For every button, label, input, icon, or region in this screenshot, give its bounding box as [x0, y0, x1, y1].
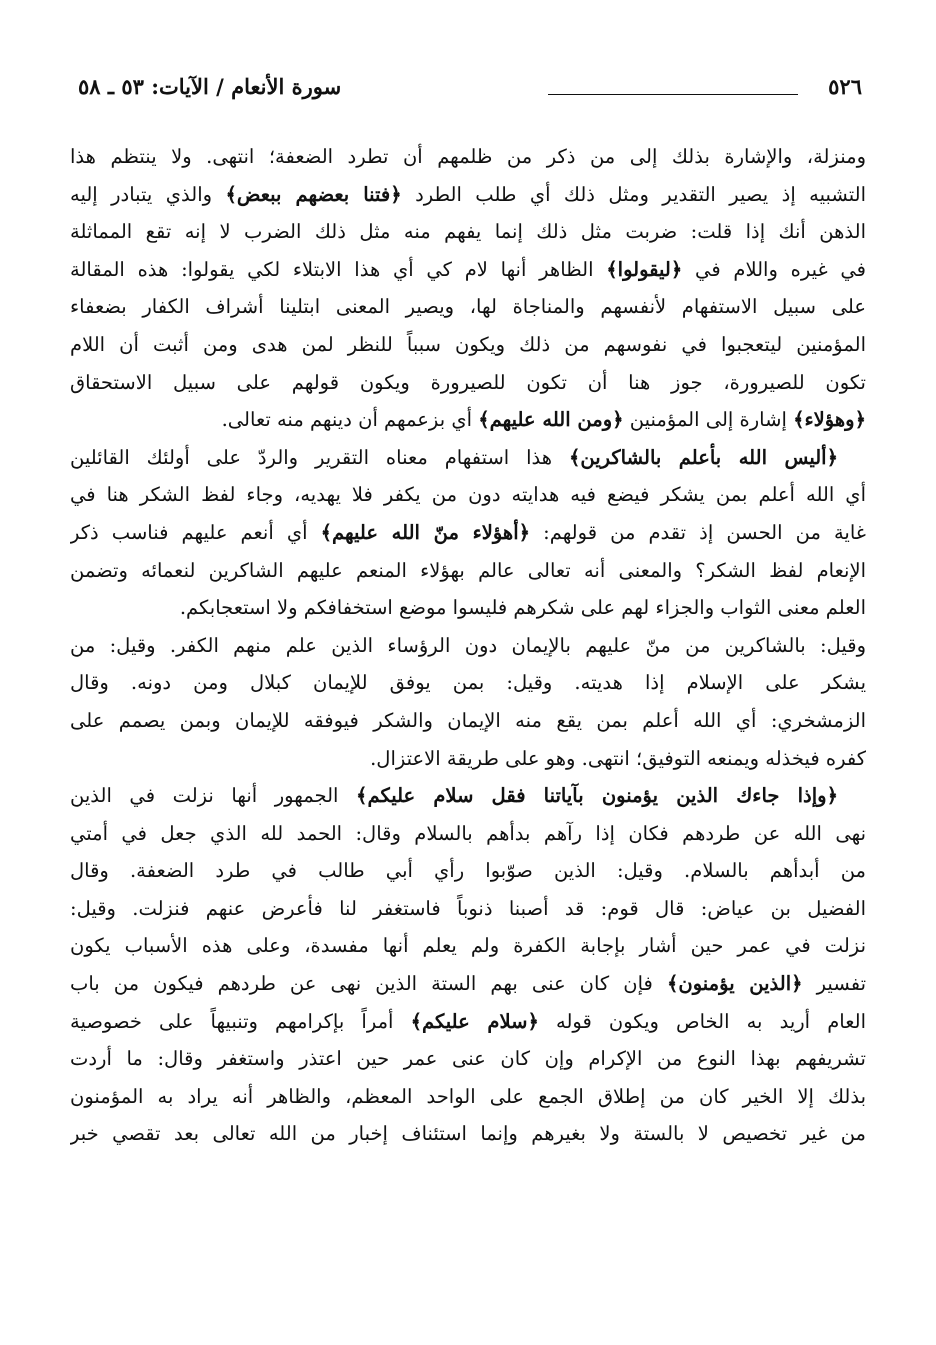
text-segment: التشبيه إذ يصير التقدير ومثل ذلك أي طلب الطرد	[401, 182, 866, 206]
text-segment: الفضيل بن عياض: قال قوم: قد أصبنا ذنوباً فاستغفر لنا فأعرض عنهم فنزلت. وقيل:	[70, 896, 866, 920]
text-line	[70, 439, 866, 477]
quran-quote: ﴿وإذا جاءك الذين يؤمنون بآياتنا فقل سلام عليكم﴾	[356, 784, 838, 808]
text-segment: وقيل: بالشاكرين من منّ عليهم بالإيمان دون الرؤساء الذين علم منهم الكفر. وقيل: من	[70, 633, 866, 657]
text-segment: نزلت في عمر حين أشار بإجابة الكفرة ولم يعلم أنها مفسدة، وعلى هذه الأسباب يكون	[70, 934, 866, 958]
text-line	[70, 852, 866, 890]
quran-quote: ﴿الذين يؤمنون﴾	[666, 972, 803, 996]
quran-quote: ﴿أهؤلاء منّ الله عليهم﴾	[320, 520, 531, 544]
text-segment: المؤمنين ليتعجبوا في نفوسهم من ذلك ويكون سبباً للنظر لمن هدى ومن أثبت أن اللام	[70, 332, 866, 356]
text-segment: العام أريد به الخاص ويكون قوله	[538, 1009, 866, 1033]
text-line	[70, 1040, 866, 1078]
page-header	[78, 72, 862, 106]
text-line	[70, 138, 866, 176]
text-line	[70, 927, 866, 965]
quran-quote: ﴿ليقولوا﴾	[606, 257, 683, 281]
body-text	[70, 138, 866, 1153]
text-segment: هذا استفهام معناه التقرير والردّ على أولئك القائلين	[70, 445, 569, 469]
text-segment: أي الله أعلم بمن يشكر فيضع فيه هدايته دون من يكفر فلا يهديه، وجاء لفظ الشكر هنا في	[70, 483, 866, 507]
text-segment: بذلك إلا الخير كان من إطلاق الجمع على الواحد المعظم، والظاهر أنه يراد به المؤمنون	[70, 1084, 866, 1108]
text-line	[70, 965, 866, 1003]
text-line	[70, 890, 866, 928]
text-line	[70, 552, 866, 590]
text-line	[70, 213, 866, 251]
text-line	[70, 777, 866, 815]
text-line	[70, 1078, 866, 1116]
page-title: سورة الأنعام / الآيات: ٥٣ ـ ٥٨	[78, 74, 342, 99]
text-segment: والذي يتبادر إليه	[70, 182, 226, 206]
text-segment: الذهن أنك إذا قلت: ضربت مثل ذلك إنما يفهم منه مثل ذلك الضرب لا إنه تقع المماثلة	[70, 220, 866, 244]
text-segment: الظاهر أنها لام كي أي هذا الابتلاء لكي يقولوا: هذه المقالة	[70, 257, 607, 281]
text-line	[70, 627, 866, 665]
text-segment: ومنزلة، والإشارة بذلك إلى من ذكر من ظلمهم أن تطرد الضعفة؛ انتهى. ولا ينتظم هذا	[70, 145, 866, 168]
text-line	[70, 401, 866, 439]
text-line	[70, 326, 866, 364]
text-segment: في غيره واللام في	[682, 257, 866, 281]
text-segment: غاية من الحسن إذ تقدم من قولهم:	[530, 520, 866, 544]
text-segment: من غير تخصيص لا بالستة ولا بغيرهم وإنما استئناف إخبار من الله تعالى بعد تقصي خبر	[70, 1122, 866, 1146]
text-line	[70, 364, 866, 402]
text-line	[70, 702, 866, 740]
text-line	[70, 1003, 866, 1041]
text-line	[70, 589, 866, 627]
text-segment: الجمهور أنها نزلت في الذين	[70, 784, 357, 808]
quran-quote: ﴿سلام عليكم﴾	[410, 1009, 539, 1033]
text-segment: فإن كان عنى بهم الستة الذين نهى عن طردهم فيكون من باب	[70, 972, 667, 996]
quran-quote: ﴿وهؤلاء﴾	[793, 408, 866, 432]
text-segment: تشريفهم بهذا النوع من الإكرام وإن كان عنى عمر حين اعتذر واستغفر وقال: ما أردت	[70, 1047, 866, 1071]
text-segment: كفره فيخذله ويمنعه التوفيق؛ انتهى. وهو على طريقة الاعتزال.	[370, 746, 866, 770]
text-line	[70, 740, 866, 778]
text-line	[70, 514, 866, 552]
text-segment: أي بزعمهم أن دينهم منه تعالى.	[221, 408, 479, 432]
text-line	[70, 476, 866, 514]
text-line	[70, 1115, 866, 1153]
text-line	[70, 664, 866, 702]
text-segment: أمراً بإكرامهم وتنبيهاً على خصوصية	[70, 1009, 411, 1033]
text-segment: على سبيل الاستفهام لأنفسهم والمناجاة لها، ويصير المعنى ابتلينا أشراف الكفار بضعفاء	[70, 295, 866, 319]
text-segment: من أبدأهم بالسلام. وقيل: الذين صوّبوا رأي أبي طالب في طرد الضعفة. وقال	[70, 859, 866, 883]
page-number: ٥٢٦	[828, 74, 862, 99]
text-segment: تفسير	[802, 972, 866, 996]
quran-quote: ﴿ومن الله عليهم﴾	[478, 408, 624, 432]
text-segment: أي أنعم عليهم فناسب ذكر	[70, 520, 321, 544]
text-segment: يشكر على الإسلام إذا هديته. وقيل: بمن يوفق للإيمان كبلال ومن دونه. وقال	[70, 671, 866, 695]
text-segment: العلم معنى الثواب والجزاء لهم على شكرهم فليسوا موضع استخفافكم ولا استعجابكم.	[179, 596, 866, 620]
text-segment: نهى الله عن طردهم فكان إذا رآهم بدأهم بالسلام وقال: الحمد لله الذي جعل في أمتي	[70, 821, 866, 845]
text-line	[70, 176, 866, 214]
text-segment: تكون للصيرورة، جوز هنا أن تكون للصيرورة ويكون قولهم على سبيل الاستحقاق	[70, 370, 866, 394]
text-segment: إشارة إلى المؤمنين	[623, 408, 794, 432]
header-rule	[548, 94, 798, 95]
text-segment: الإنعام لفظ الشكر؟ والمعنى أنه تعالى عالم بهؤلاء المنعم عليهم الشاكرين لنعمائه وتضمن	[70, 558, 866, 582]
text-line	[70, 288, 866, 326]
text-line	[70, 815, 866, 853]
text-segment: الزمشخري: أي الله أعلم بمن يقع منه الإيمان والشكر فيوفقه للإيمان وبمن يصمم على	[70, 708, 866, 732]
quran-quote: ﴿أليس الله بأعلم بالشاكرين﴾	[568, 445, 838, 469]
quran-quote: ﴿فتنا بعضهم ببعض﴾	[225, 182, 402, 206]
text-line	[70, 251, 866, 289]
